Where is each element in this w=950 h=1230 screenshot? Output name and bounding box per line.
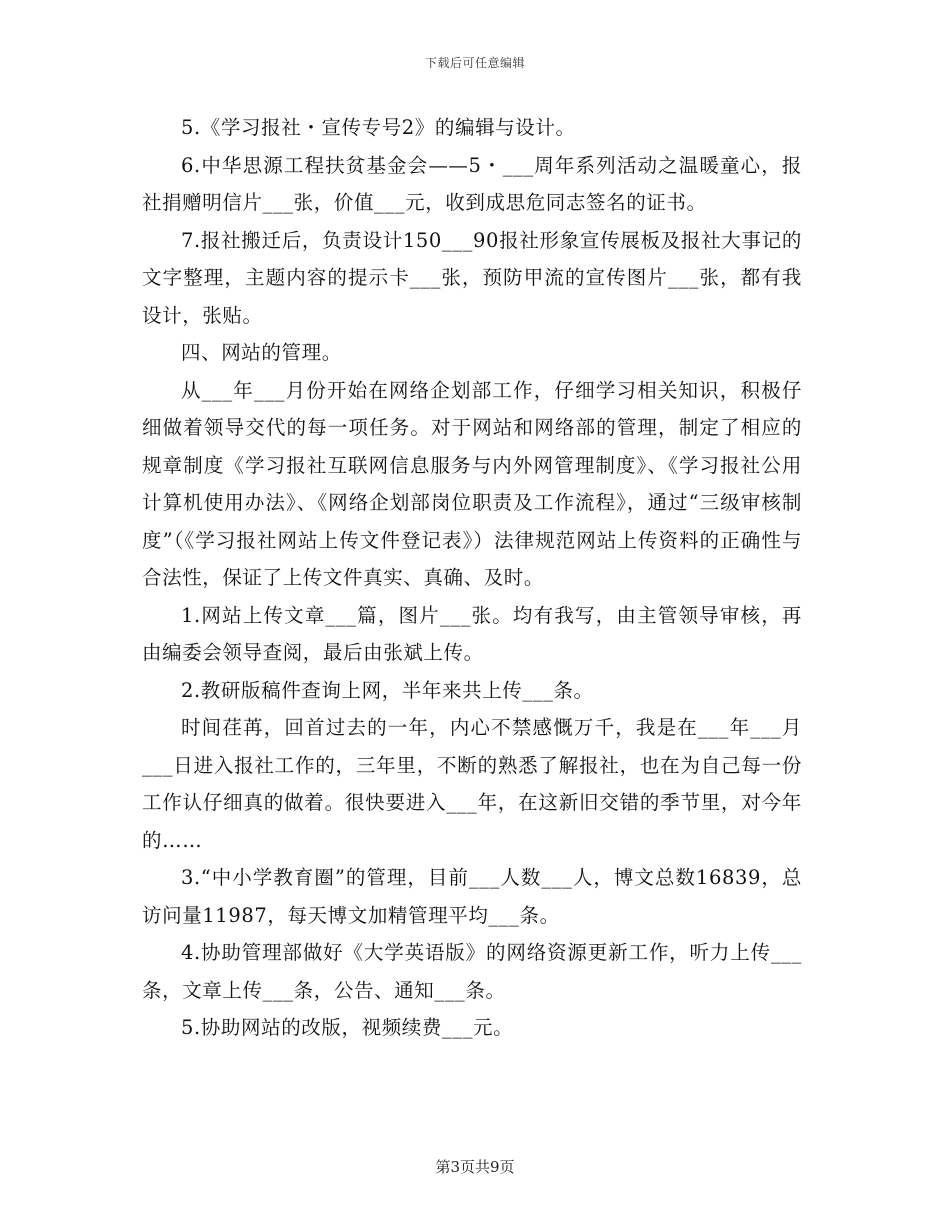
- page-number: 第3页共9页: [435, 1158, 515, 1176]
- paragraph-item-4-english: 4.协助管理部做好《大学英语版》的网络资源更新工作，听力上传___条，文章上传___条，公告、通知___条。: [142, 941, 802, 1002]
- paragraph-item-7-relocation: 7.报社搬迁后，负责设计150___90报社形象宣传展板及报社大事记的文字整理，主题内容的提示卡___张，预防甲流的宣传图片___张，都有我设计，张贴。: [142, 228, 802, 327]
- paragraph-item-3-circle: 3.“中小学教育圈”的管理，目前___人数___人，博文总数16839，总访问量11987，每天博文加精管理平均___条。: [142, 866, 802, 927]
- document-body: [142, 109, 802, 1047]
- paragraph-reflection: 时间荏苒，回首过去的一年，内心不禁感慨万千，我是在___年___月___日进入报社工作的，三年里，不断的熟悉了解报社，也在为自己每一份工作认仔细真的做着。很快要进入___年，在这新旧交错的季节里，对今年的……: [142, 716, 802, 852]
- paragraph-item-5-redesign: 5.协助网站的改版，视频续费___元。: [181, 1016, 514, 1039]
- page-header-note: 下载后可任意编辑: [424, 56, 525, 70]
- paragraph-website-intro: 从___年___月份开始在网络企划部工作，仔细学习相关知识，积极仔细做着领导交代的每一项任务。对于网站和网络部的管理，制定了相应的规章制度《学习报社互联网信息服务与内外网管理制度》、《学习报社公用计算机使用办法》、《网络企划部岗位职责及工作流程》，通过“三级审核制度”（《学习报社网站上传文件登记表》）法律规范网站上传资料的正确性与合法性，保证了上传文件真实、真确、及时。: [142, 378, 802, 589]
- paragraph-item-6-foundation: 6.中华思源工程扶贫基金会——5・___周年系列活动之温暖童心，报社捐赠明信片___张，价值___元，收到成思危同志签名的证书。: [142, 153, 802, 214]
- paragraph-item-5-design: 5.《学习报社・宣传专号2》的编辑与设计。: [181, 116, 576, 139]
- paragraph-item-2-teaching: 2.教研版稿件查询上网，半年来共上传___条。: [181, 678, 594, 702]
- section-heading-website: 四、网站的管理。: [181, 341, 342, 364]
- paragraph-item-1-uploads: 1.网站上传文章___篇，图片___张。均有我写，由主管领导审核，再由编委会领导查阅，最后由张斌上传。: [142, 603, 802, 664]
